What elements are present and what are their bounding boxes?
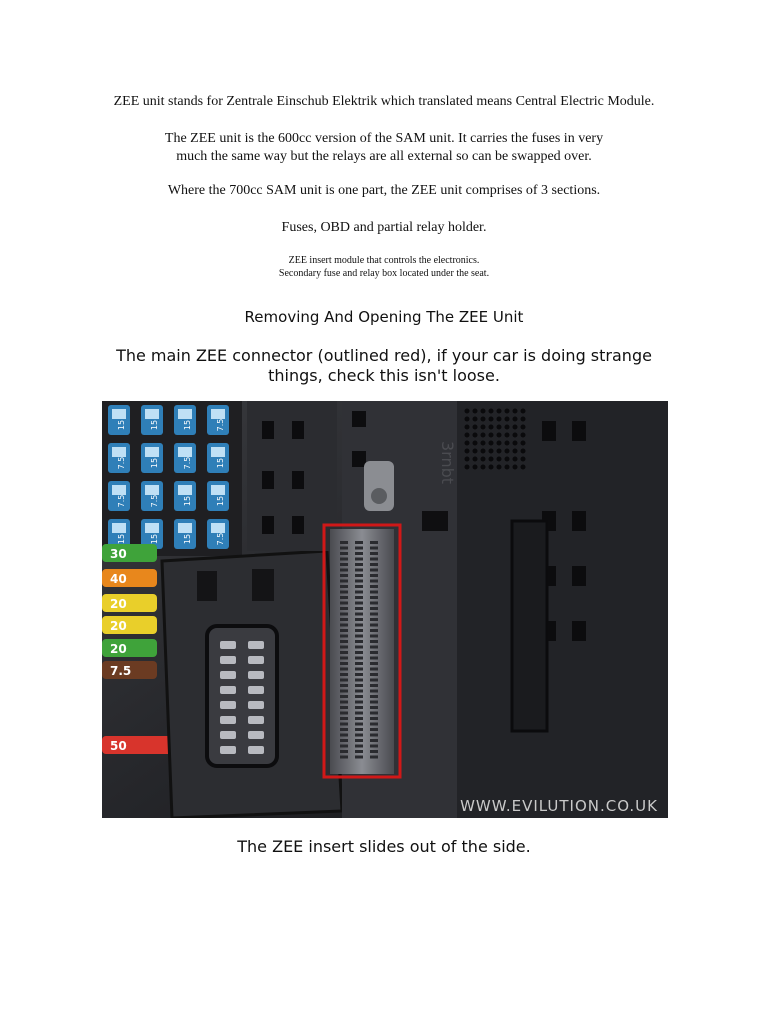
fuse-label: 15	[183, 533, 192, 545]
grid-hole	[505, 425, 510, 430]
intro-small-insert-module: ZEE insert module that controls the electronics.	[288, 255, 480, 266]
fuse-label: 7.5	[117, 456, 126, 470]
connector-pin	[370, 706, 378, 709]
connector-pin	[355, 558, 363, 561]
grid-hole	[497, 449, 502, 454]
grid-hole	[513, 457, 518, 462]
connector-pin	[340, 635, 348, 638]
fuse-window	[112, 485, 126, 495]
connector-pin	[355, 624, 363, 627]
side-fuse-label: 30	[110, 547, 127, 561]
connector-pin	[370, 596, 378, 599]
fuse-label: 15	[150, 419, 159, 431]
obd-pin	[220, 656, 236, 664]
fuse-label: 15	[183, 419, 192, 431]
connector-pin	[355, 712, 363, 715]
connector-pin	[340, 607, 348, 610]
connector-pin	[340, 717, 348, 720]
side-fuse-label: 50	[110, 739, 127, 753]
grid-hole	[465, 441, 470, 446]
connector-pin	[355, 591, 363, 594]
fuse-window	[211, 409, 225, 419]
connector-pin	[355, 574, 363, 577]
connector-pin	[370, 585, 378, 588]
connector-pin	[340, 541, 348, 544]
connector-pin	[340, 646, 348, 649]
fuse-window	[112, 523, 126, 533]
side-fuse-label: 7.5	[110, 664, 132, 678]
fuse-window	[211, 485, 225, 495]
connector-pin	[370, 607, 378, 610]
grid-hole	[489, 409, 494, 414]
connector-pin	[340, 624, 348, 627]
connector-pin	[355, 569, 363, 572]
connector-pin	[355, 613, 363, 616]
connector-pin	[355, 695, 363, 698]
side-fuse-label: 20	[110, 597, 127, 611]
connector-pin	[370, 591, 378, 594]
fuse-label: 7.5	[117, 494, 126, 508]
connector-pin	[340, 596, 348, 599]
connector-pin	[370, 569, 378, 572]
connector-pin	[340, 701, 348, 704]
grid-hole	[489, 417, 494, 422]
connector-pin	[370, 745, 378, 748]
connector-pin	[370, 690, 378, 693]
connector-pin	[340, 690, 348, 693]
obd-pin	[248, 641, 264, 649]
grid-hole	[473, 433, 478, 438]
grid-hole	[513, 409, 518, 414]
connector-pin	[370, 668, 378, 671]
connector-pin	[340, 563, 348, 566]
obd-pin	[248, 686, 264, 694]
grid-hole	[497, 457, 502, 462]
connector-pin	[370, 662, 378, 665]
grid-hole	[497, 441, 502, 446]
grid-hole	[505, 433, 510, 438]
obd-pin	[248, 671, 264, 679]
housing-molded-text: 3rnbt	[438, 441, 457, 485]
obd-pin	[220, 716, 236, 724]
obd-housing	[162, 551, 342, 818]
grid-hole	[481, 457, 486, 462]
right-relay-housing	[438, 401, 668, 818]
grid-hole	[521, 417, 526, 422]
grid-hole	[473, 465, 478, 470]
connector-pin	[340, 580, 348, 583]
grid-hole	[521, 433, 526, 438]
grid-hole	[489, 449, 494, 454]
connector-pin	[370, 723, 378, 726]
obd-pin	[220, 746, 236, 754]
grid-hole	[497, 433, 502, 438]
connector-pin	[370, 547, 378, 550]
connector-pin	[355, 635, 363, 638]
intro-line-relays: much the same way but the relays are all external so can be swapped over.	[176, 149, 592, 164]
connector-pin	[370, 541, 378, 544]
connector-pin	[370, 613, 378, 616]
obd-pin	[220, 671, 236, 679]
connector-pin	[370, 624, 378, 627]
connector-pin	[340, 629, 348, 632]
intro-line-zee-definition: ZEE unit stands for Zentrale Einschub Elektrik which translated means Central Electric Module.	[113, 94, 655, 109]
grid-hole	[513, 465, 518, 470]
connector-pin	[370, 739, 378, 742]
grid-hole	[489, 465, 494, 470]
connector-pin	[355, 690, 363, 693]
connector-pin	[370, 728, 378, 731]
fuse-window	[145, 409, 159, 419]
obd-pin	[220, 686, 236, 694]
grid-hole	[465, 449, 470, 454]
fuse-label: 15	[216, 495, 225, 507]
grid-hole	[513, 433, 518, 438]
obd-pin	[248, 716, 264, 724]
grid-hole	[465, 433, 470, 438]
grid-hole	[505, 441, 510, 446]
fuse-label: 7.5	[216, 418, 225, 432]
grid-hole	[489, 433, 494, 438]
connector-pin	[355, 756, 363, 759]
fuse-label: 15	[117, 533, 126, 545]
connector-pin	[355, 668, 363, 671]
grid-hole	[521, 449, 526, 454]
connector-pin	[355, 607, 363, 610]
intro-line-three-sections: Where the 700cc SAM unit is one part, the ZEE unit comprises of 3 sections.	[167, 183, 601, 198]
connector-pin	[340, 613, 348, 616]
connector-pin	[340, 756, 348, 759]
connector-pin	[340, 668, 348, 671]
side-fuse-label: 20	[110, 642, 127, 656]
grid-hole	[473, 417, 478, 422]
obd-pin	[248, 656, 264, 664]
connector-pin	[355, 706, 363, 709]
fuse-label: 15	[117, 419, 126, 431]
intro-line-fuses-obd: Fuses, OBD and partial relay holder.	[281, 220, 487, 235]
connector-pin	[340, 706, 348, 709]
fuse-window	[178, 409, 192, 419]
connector-pin	[355, 618, 363, 621]
grid-hole	[473, 425, 478, 430]
connector-pin	[355, 651, 363, 654]
connector-pin	[340, 569, 348, 572]
connector-pin	[355, 728, 363, 731]
obd-pin	[220, 641, 236, 649]
connector-pin	[370, 602, 378, 605]
connector-pin	[370, 673, 378, 676]
intro-line-sam-version: The ZEE unit is the 600cc version of the SAM unit. It carries the fuses in very	[164, 131, 604, 146]
connector-pin	[355, 723, 363, 726]
fuse-window	[178, 485, 192, 495]
grid-hole	[481, 449, 486, 454]
connector-pin	[355, 580, 363, 583]
connector-pin	[370, 756, 378, 759]
grid-hole	[497, 409, 502, 414]
connector-pin	[370, 712, 378, 715]
connector-pin	[355, 679, 363, 682]
connector-pin	[370, 558, 378, 561]
grid-hole	[521, 441, 526, 446]
fuse-window	[112, 447, 126, 457]
connector-pin	[355, 745, 363, 748]
connector-pin	[355, 602, 363, 605]
obd-pin	[220, 701, 236, 709]
fuse-window	[178, 447, 192, 457]
grid-hole	[505, 417, 510, 422]
grid-hole	[505, 449, 510, 454]
grid-hole	[465, 409, 470, 414]
connector-pin	[355, 657, 363, 660]
connector-pin	[340, 574, 348, 577]
connector-pin	[355, 541, 363, 544]
connector-pin	[355, 662, 363, 665]
fuse-label: 15	[183, 495, 192, 507]
grid-hole	[481, 409, 486, 414]
fuse-window	[178, 523, 192, 533]
connector-pin	[355, 629, 363, 632]
connector-pin	[340, 750, 348, 753]
connector-pin	[355, 717, 363, 720]
connector-pin	[340, 745, 348, 748]
grid-hole	[481, 417, 486, 422]
fuse-label: 7.5	[150, 494, 159, 508]
connector-pin	[355, 640, 363, 643]
main-zee-connector	[324, 525, 400, 777]
connector-pin	[370, 635, 378, 638]
grid-hole	[465, 425, 470, 430]
fuse-window	[145, 447, 159, 457]
connector-pin	[355, 739, 363, 742]
grid-hole	[481, 441, 486, 446]
grid-hole	[505, 409, 510, 414]
side-fuse-label: 40	[110, 572, 127, 586]
connector-pin	[340, 728, 348, 731]
connector-pin	[370, 580, 378, 583]
connector-pin	[340, 552, 348, 555]
connector-pin	[370, 701, 378, 704]
insert-caption: The ZEE insert slides out of the side.	[237, 837, 531, 856]
connector-pin	[355, 563, 363, 566]
fuse-window	[145, 523, 159, 533]
connector-pin	[340, 734, 348, 737]
obd-pin	[248, 701, 264, 709]
fuse-block	[102, 401, 242, 556]
connector-pin	[370, 717, 378, 720]
connector-pin	[370, 629, 378, 632]
connector-pin	[340, 712, 348, 715]
grid-hole	[505, 465, 510, 470]
connector-pin	[340, 739, 348, 742]
fuse-label: 15	[216, 457, 225, 469]
connector-pin	[340, 585, 348, 588]
grid-hole	[473, 409, 478, 414]
connector-pin	[370, 695, 378, 698]
section-heading: Removing And Opening The ZEE Unit	[244, 308, 524, 326]
fuse-label: 15	[150, 533, 159, 545]
grid-hole	[465, 457, 470, 462]
connector-pin	[370, 657, 378, 660]
grid-hole	[521, 457, 526, 462]
connector-caption-line2: things, check this isn't loose.	[268, 366, 500, 385]
grid-hole	[505, 457, 510, 462]
fuse-label: 7.5	[183, 456, 192, 470]
grid-hole	[521, 425, 526, 430]
connector-pin	[370, 574, 378, 577]
obd-pin	[248, 731, 264, 739]
connector-pin	[370, 618, 378, 621]
grid-hole	[465, 465, 470, 470]
connector-pin	[370, 640, 378, 643]
fuse-label: 7.5	[216, 532, 225, 546]
connector-pin	[355, 734, 363, 737]
grid-hole	[473, 449, 478, 454]
fuse-window	[145, 485, 159, 495]
grid-hole	[489, 441, 494, 446]
grid-hole	[489, 425, 494, 430]
connector-pin	[355, 701, 363, 704]
connector-pin	[355, 646, 363, 649]
connector-pin	[340, 679, 348, 682]
connector-pin	[340, 651, 348, 654]
grid-hole	[489, 457, 494, 462]
grid-hole	[497, 465, 502, 470]
grid-hole	[473, 457, 478, 462]
fuse-window	[211, 447, 225, 457]
grid-hole	[513, 441, 518, 446]
photo-watermark: WWW.EVILUTION.CO.UK	[460, 797, 658, 815]
connector-pin	[355, 673, 363, 676]
connector-pin	[340, 684, 348, 687]
connector-pin	[340, 602, 348, 605]
zee-unit-photo	[102, 401, 668, 818]
connector-pin	[370, 651, 378, 654]
connector-pin	[370, 646, 378, 649]
connector-pin	[370, 552, 378, 555]
connector-pin	[340, 673, 348, 676]
connector-caption-line1: The main ZEE connector (outlined red), if your car is doing strange	[116, 346, 652, 365]
connector-pin	[340, 547, 348, 550]
connector-pin	[340, 695, 348, 698]
fuse-window	[112, 409, 126, 419]
grid-hole	[521, 465, 526, 470]
obd-pin	[220, 731, 236, 739]
grid-hole	[497, 417, 502, 422]
connector-pin	[355, 547, 363, 550]
grid-hole	[465, 417, 470, 422]
connector-pin	[370, 563, 378, 566]
connector-pin	[355, 585, 363, 588]
connector-pin	[340, 640, 348, 643]
connector-pin	[340, 657, 348, 660]
connector-pin	[355, 596, 363, 599]
connector-pin	[355, 684, 363, 687]
fuse-label: 15	[150, 457, 159, 469]
grid-hole	[497, 425, 502, 430]
connector-pin	[370, 734, 378, 737]
side-fuse-label: 20	[110, 619, 127, 633]
connector-pin	[370, 679, 378, 682]
grid-hole	[481, 425, 486, 430]
connector-pin	[355, 750, 363, 753]
obd-pin	[248, 746, 264, 754]
grid-hole	[481, 433, 486, 438]
connector-pin	[340, 662, 348, 665]
connector-pin	[340, 618, 348, 621]
connector-pin	[370, 750, 378, 753]
grid-hole	[513, 449, 518, 454]
fuse-window	[211, 523, 225, 533]
connector-pin	[370, 684, 378, 687]
grid-hole	[521, 409, 526, 414]
connector-pin	[340, 723, 348, 726]
grid-hole	[513, 425, 518, 430]
connector-pin	[340, 591, 348, 594]
intro-small-secondary-box: Secondary fuse and relay box located under the seat.	[278, 268, 490, 279]
grid-hole	[473, 441, 478, 446]
connector-pin	[340, 558, 348, 561]
grid-hole	[513, 417, 518, 422]
connector-pin	[355, 552, 363, 555]
grid-hole	[481, 465, 486, 470]
